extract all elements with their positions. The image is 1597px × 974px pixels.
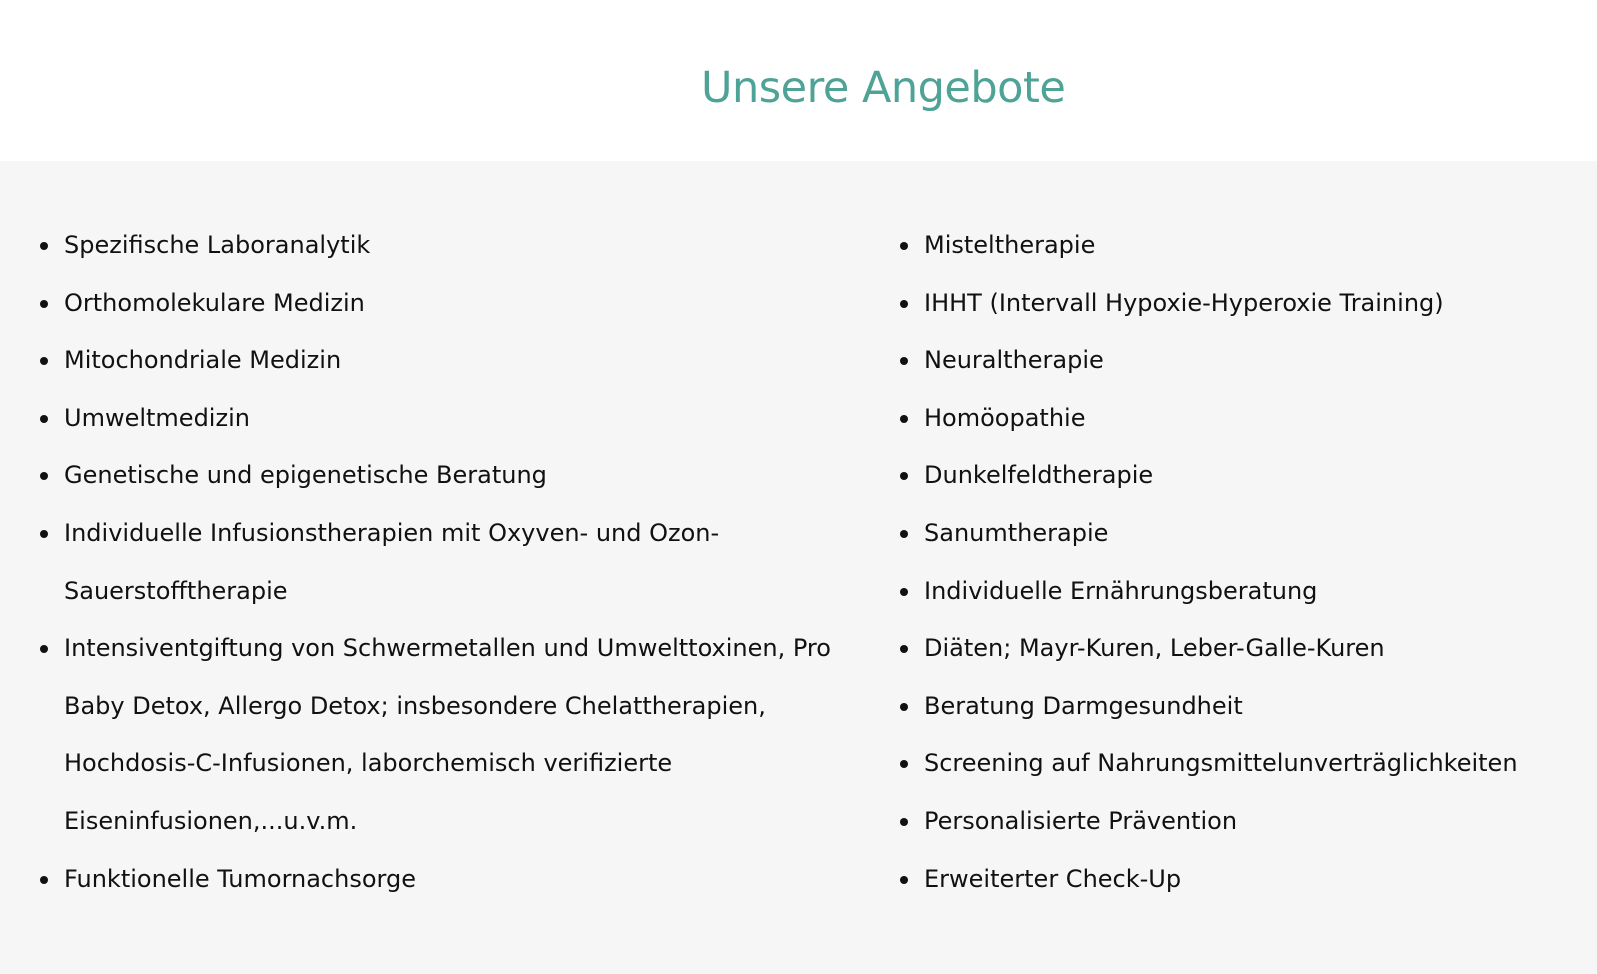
bullet-icon (900, 530, 908, 538)
list-item (860, 505, 1597, 563)
list-item-text: Diäten; Mayr-Kuren, Leber-Galle-Kuren (924, 634, 1385, 663)
list-item-text: Spezifische Laboranalytik (64, 231, 371, 259)
offers-list-left (0, 217, 860, 908)
bullet-icon (900, 242, 908, 250)
list-item-text: Erweiterter Check-Up (924, 864, 1182, 893)
list-item (860, 390, 1597, 448)
bullet-icon (40, 242, 48, 250)
bullet-icon (40, 530, 48, 538)
list-item-text: Homöopathie (924, 403, 1086, 432)
list-item-text: Sanumtherapie (924, 518, 1109, 547)
list-item (0, 447, 860, 505)
bullet-icon (900, 760, 908, 768)
bullet-icon (40, 876, 48, 884)
list-item (860, 447, 1597, 505)
bullet-icon (900, 472, 908, 480)
list-item (860, 851, 1597, 909)
offers-list-right (860, 217, 1597, 908)
bullet-icon (900, 300, 908, 308)
list-item-text: Dunkelfeldtherapie (924, 461, 1154, 490)
bullet-icon (40, 300, 48, 308)
list-item-text: Orthomolekulare Medizin (64, 288, 365, 317)
list-item (860, 275, 1597, 333)
list-item-text: Eiseninfusionen,...u.v.m. (64, 806, 358, 835)
list-item-text: Baby Detox, Allergo Detox; insbesondere Chelattherapien, (64, 691, 766, 720)
list-item-text: Individuelle Infusionstherapien mit Oxyven- und Ozon- (64, 518, 720, 547)
bullet-icon (40, 415, 48, 423)
page-title: Unsere Angebote (701, 63, 1066, 113)
bullet-icon (900, 415, 908, 423)
bullet-icon (900, 588, 908, 596)
list-item (0, 332, 860, 390)
header (0, 0, 1597, 161)
list-item-text: Funktionelle Tumornachsorge (64, 864, 416, 893)
list-item (0, 505, 860, 620)
list-item (860, 620, 1597, 678)
list-item (0, 390, 860, 448)
bullet-icon (40, 645, 48, 653)
list-item (860, 793, 1597, 851)
bullet-icon (900, 818, 908, 826)
list-item-text: Genetische und epigenetische Beratung (64, 461, 547, 490)
list-item-text: Umweltmedizin (64, 403, 250, 432)
list-item-text: Intensiventgiftung von Schwermetallen und Umwelttoxinen, Pro (64, 634, 831, 663)
list-item (860, 678, 1597, 736)
bullet-icon (40, 472, 48, 480)
bullet-icon (40, 357, 48, 365)
list-item-text: Neuraltherapie (924, 346, 1104, 375)
list-item-text: Misteltherapie (924, 231, 1096, 259)
list-item-text: Sauerstofftherapie (64, 576, 288, 605)
bullet-icon (900, 703, 908, 711)
list-item (860, 217, 1597, 275)
list-item (860, 332, 1597, 390)
bullet-icon (900, 876, 908, 884)
list-item (0, 851, 860, 909)
offers-section (0, 161, 1597, 974)
list-item-text: Hochdosis-C-Infusionen, laborchemisch verifizierte (64, 749, 673, 778)
list-item (860, 735, 1597, 793)
list-item-text: Personalisierte Prävention (924, 806, 1238, 835)
list-item-text: Screening auf Nahrungsmittelunverträglichkeiten (924, 749, 1518, 778)
list-item (0, 217, 860, 275)
bullet-icon (900, 645, 908, 653)
list-item (860, 563, 1597, 621)
bullet-icon (900, 357, 908, 365)
list-item (0, 620, 860, 850)
list-item-text: IHHT (Intervall Hypoxie-Hyperoxie Training) (924, 288, 1444, 317)
list-item-text: Beratung Darmgesundheit (924, 691, 1243, 720)
list-item (0, 275, 860, 333)
list-item-text: Mitochondriale Medizin (64, 346, 342, 375)
list-item-text: Individuelle Ernährungsberatung (924, 576, 1318, 605)
